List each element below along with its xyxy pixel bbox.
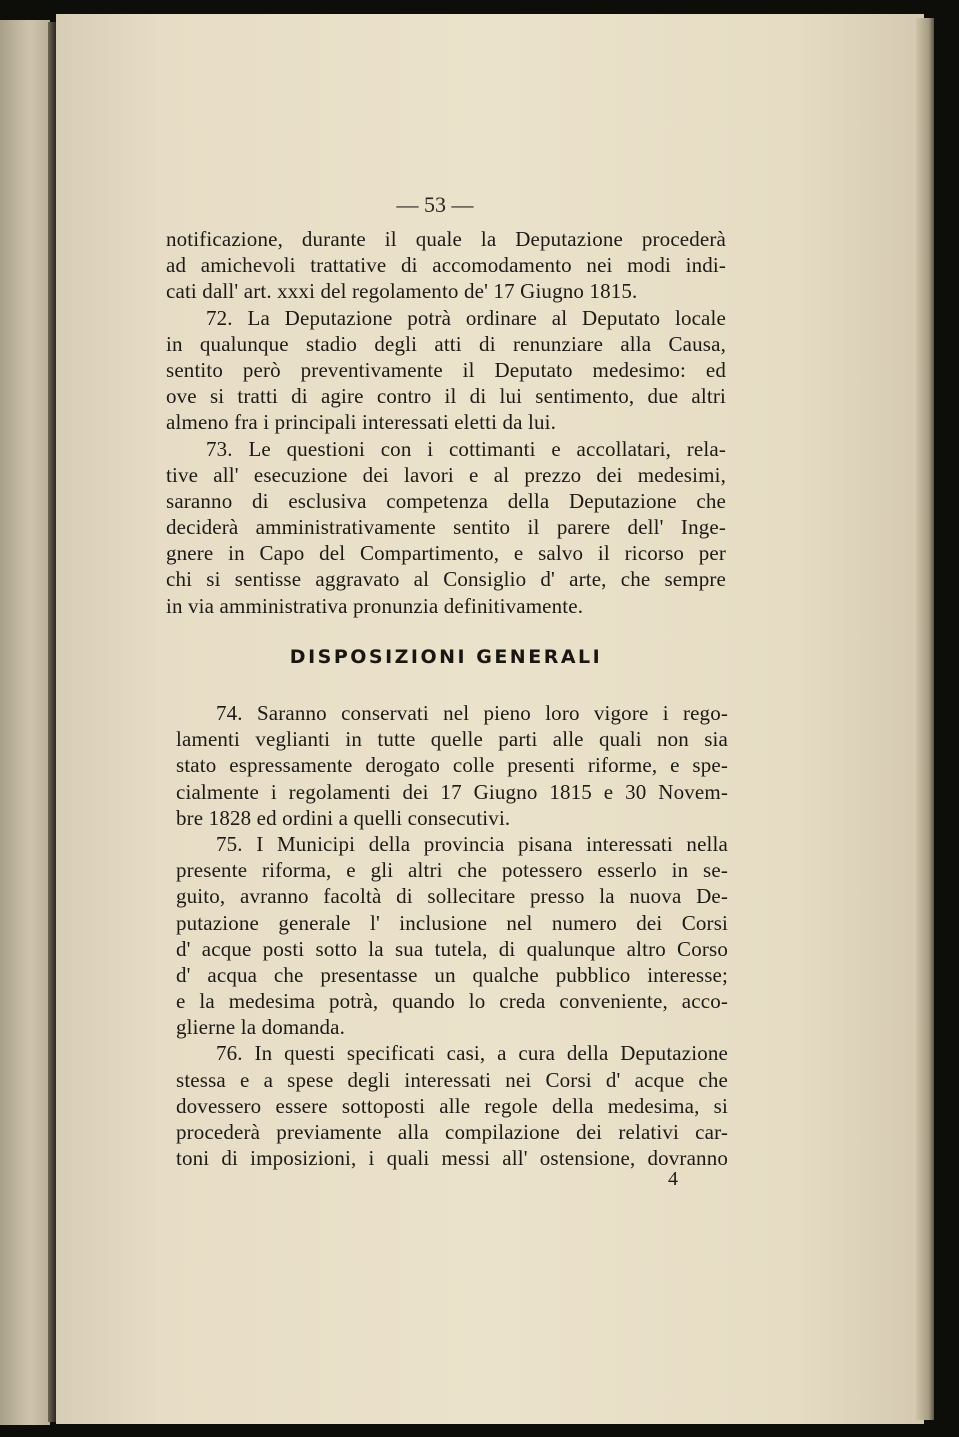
text-line: 75. I Municipi della provincia pisana interessati nella [216, 831, 728, 856]
text-line: chi si sentisse aggravato al Consiglio d' arte, che sempre [166, 567, 726, 592]
text-line: 74. Saranno conservati nel pieno loro vigore i rego- [216, 701, 728, 725]
text-line: in qualunque stadio degli atti di renunziare alla Causa, [166, 331, 726, 356]
text-line: in via amministrativa pronunzia definitivamente. [166, 593, 584, 618]
text-block-bottom [176, 700, 728, 1171]
text-line: guito, avranno facoltà di sollecitare presso la nuova De- [176, 884, 728, 909]
text-line: tive all' esecuzione dei lavori e al prezzo dei medesimi, [166, 462, 726, 487]
page-right-edge [916, 18, 934, 1420]
book-gutter [48, 22, 56, 1422]
text-line: presente riforma, e gli altri che potessero esserlo in se- [176, 858, 728, 883]
section-heading: DISPOSIZIONI GENERALI [289, 646, 603, 668]
text-line: procederà previamente alla compilazione dei relativi car- [176, 1120, 728, 1144]
text-line: d' acque posti sotto la sua tutela, di qualunque altro Corso [176, 936, 728, 961]
text-line: toni di imposizioni, i quali messi all' ostensione, dovranno [176, 1146, 728, 1171]
text-line: cialmente i regolamenti dei 17 Giugno 1815 e 30 Novem- [176, 779, 728, 804]
text-line: ad amichevoli trattative di accomodamento nei modi indi- [166, 253, 726, 278]
text-line: stessa e a spese degli interessati nei Corsi d' acque che [176, 1067, 728, 1092]
signature-mark: 4 [668, 1168, 678, 1190]
facing-page-edge [0, 20, 50, 1425]
text-line: putazione generale l' inclusione nel numero dei Corsi [176, 910, 728, 935]
text-line: deciderà amministrativamente sentito il parere dell' Inge- [166, 515, 726, 540]
text-line: d' acqua che presentasse un qualche pubblico interesse; [176, 962, 728, 987]
text-line: 76. In questi specificati casi, a cura della Deputazione [216, 1041, 728, 1066]
text-line: cati dall' art. xxxi del regolamento de' 17 Giugno 1815. [166, 279, 638, 304]
text-line: almeno fra i principali interessati eletti da lui. [166, 410, 557, 435]
text-line: sentito però preventivamente il Deputato medesimo: ed [166, 357, 726, 382]
text-line: 72. La Deputazione potrà ordinare al Deputato locale [206, 305, 726, 330]
text-line: e la medesima potrà, quando lo creda conveniente, acco- [176, 989, 728, 1014]
text-line: stato espressamente derogato colle presenti riforme, e spe- [176, 753, 728, 778]
text-line: 73. Le questioni con i cottimanti e accollatari, rela- [206, 436, 726, 461]
text-line: lamenti veglianti in tutte quelle parti alle quali non sia [176, 727, 728, 752]
text-line: saranno di esclusiva competenza della Deputazione che [166, 488, 726, 513]
text-line: bre 1828 ed ordini a quelli consecutivi. [176, 805, 511, 830]
page-number: — 53 — [396, 192, 474, 217]
text-line: glierne la domanda. [176, 1015, 346, 1040]
text-line: dovessero essere sottoposti alle regole della medesima, si [176, 1093, 728, 1118]
text-line: gnere in Capo del Compartimento, e salvo il ricorso per [166, 541, 726, 566]
text-line: notificazione, durante il quale la Deputazione procederà [166, 227, 726, 251]
text-block-top [166, 226, 726, 619]
text-line: ove si tratti di agire contro il di lui sentimento, due altri [166, 384, 726, 409]
